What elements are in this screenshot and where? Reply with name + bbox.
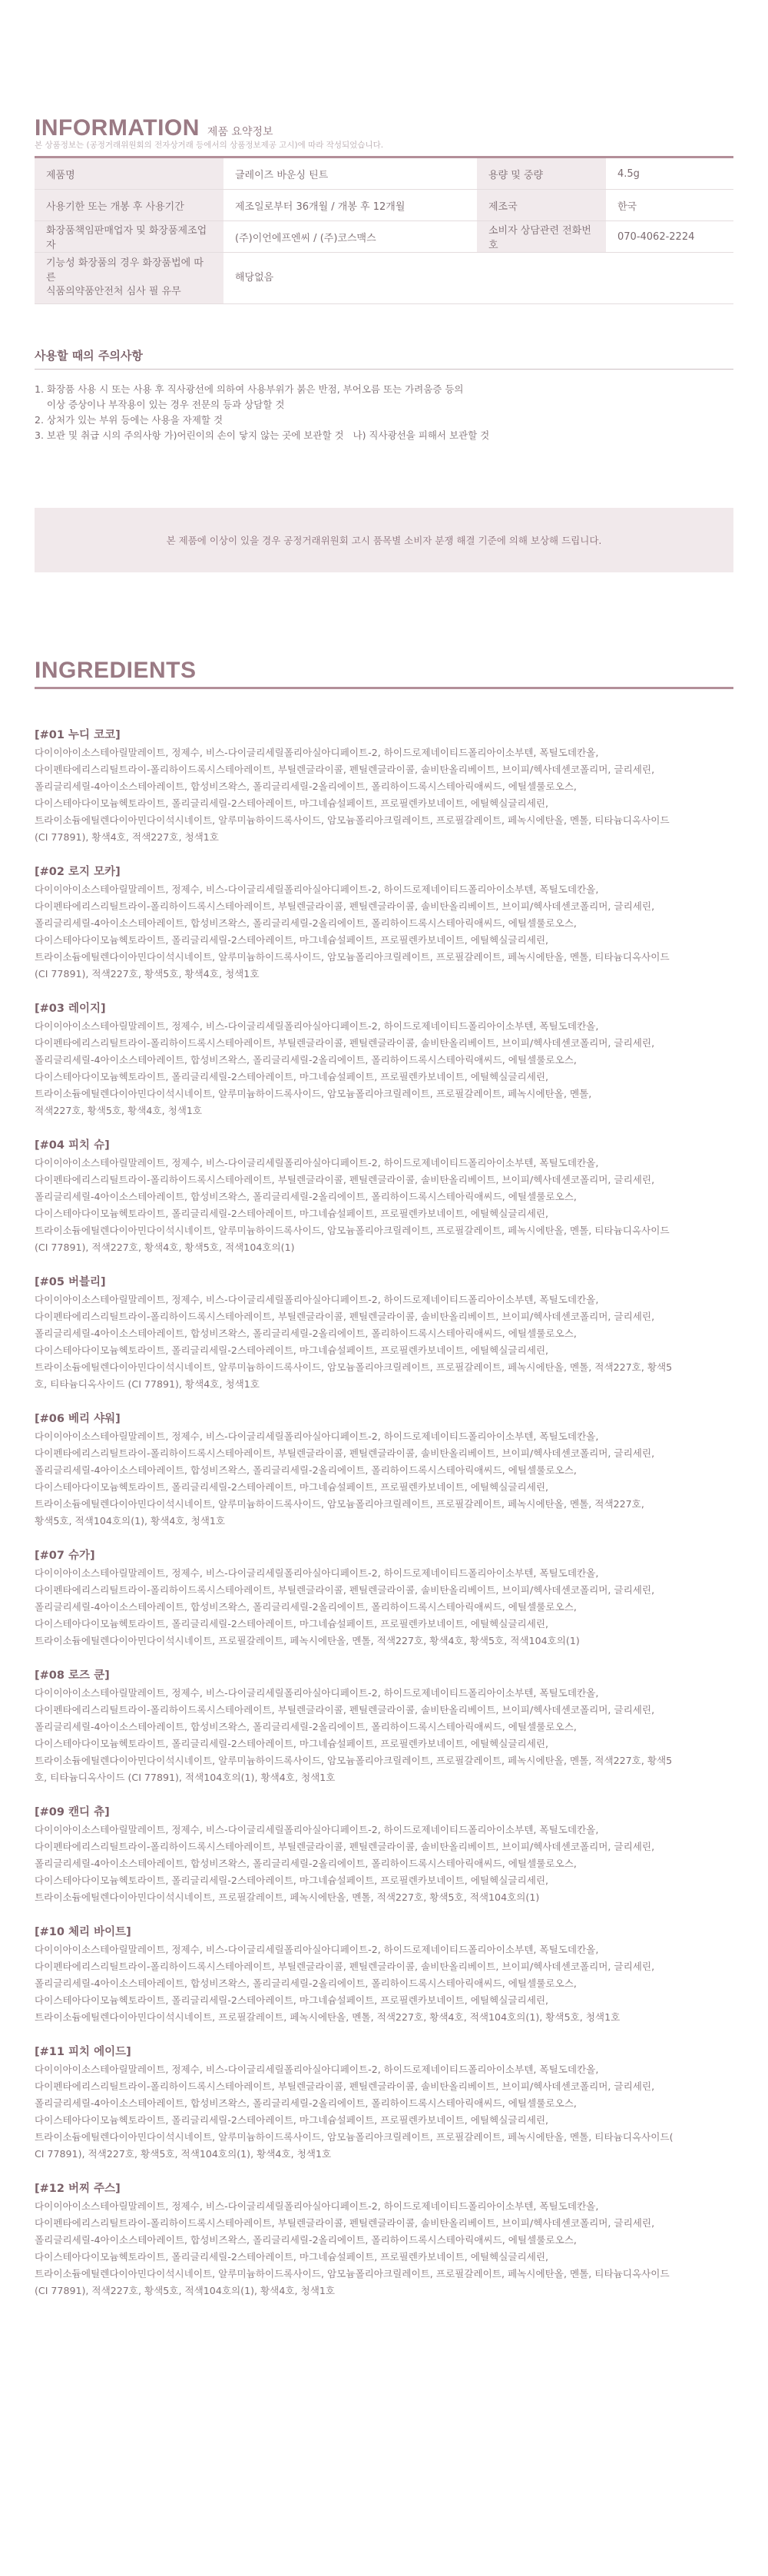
ingredient-line: 다이스테아다이모늄헥토라이트, 폴리글리세릴-2스테아레이트, 마그네슘설페이트, 프로필렌카보네이트, 에틸헥실글리세린, bbox=[35, 2114, 549, 2126]
table-row bbox=[35, 221, 733, 253]
ingredient-text bbox=[35, 1018, 737, 1119]
ingredient-item bbox=[35, 2043, 737, 2163]
label-product-name: 제품명 bbox=[35, 158, 223, 190]
value-functional: 해당없음 bbox=[223, 253, 733, 304]
ingredient-line: 다이펜타에리스리틸트라이-폴리하이드록시스테아레이트, 부틸렌글라이콜, 펜틸렌글라이콜, 솔비탄올리베이트, 브이피/헥사데센코폴리머, 글리세린, bbox=[35, 1447, 655, 1459]
ingredient-shade-name: [#05 버블리] bbox=[35, 1276, 106, 1288]
ingredient-shade-name: [#10 체리 바이트] bbox=[35, 1926, 131, 1938]
caution-list bbox=[35, 382, 726, 443]
ingredient-text bbox=[35, 1428, 737, 1530]
ingredient-line: 다이펜타에리스리틸트라이-폴리하이드록시스테아레이트, 부틸렌글라이콜, 펜틸렌글라이콜, 솔비탄올리베이트, 브이피/헥사데센코폴리머, 글리세린, bbox=[35, 1174, 655, 1185]
value-product-name: 글레이즈 바운싱 틴트 bbox=[223, 158, 477, 190]
ingredient-line: 폴리글리세릴-4아이소스테아레이트, 합성비즈왁스, 폴리글리세릴-2올리에이트, 폴리하이드록시스테아릭애씨드, 에틸셀룰로오스, bbox=[35, 1978, 577, 1989]
ingredient-text bbox=[35, 744, 737, 846]
label-capacity: 용량 및 중량 bbox=[477, 158, 606, 190]
ingredient-line: 폴리글리세릴-4아이소스테아레이트, 합성비즈왁스, 폴리글리세릴-2올리에이트, 폴리하이드록시스테아릭애씨드, 에틸셀룰로오스, bbox=[35, 2234, 577, 2246]
ingredient-line: 다이스테아다이모늄헥토라이트, 폴리글리세릴-2스테아레이트, 마그네슘설페이트, 프로필렌카보네이트, 에틸헥실글리세린, bbox=[35, 1875, 549, 1886]
ingredient-text bbox=[35, 1685, 737, 1786]
ingredient-item bbox=[35, 863, 737, 983]
ingredients-divider bbox=[35, 687, 733, 689]
ingredient-line: 다이스테아다이모늄헥토라이트, 폴리글리세릴-2스테아레이트, 마그네슘설페이트, 프로필렌카보네이트, 에틸헥실글리세린, bbox=[35, 1481, 549, 1493]
ingredient-line: 호, 티타늄디옥사이드 (CI 77891), 황색4호, 청색1호 bbox=[35, 1378, 260, 1390]
ingredient-shade-name: [#01 누디 코코] bbox=[35, 729, 121, 741]
ingredient-shade-name: [#09 캔디 츄] bbox=[35, 1806, 110, 1818]
ingredient-line: 다이이아이소스테아릴말레이트, 정제수, 비스-다이글리세릴폴리아실아디페이트-2, 하이드로제네이티드폴리아이소부텐, 폭틸도데칸올, bbox=[35, 1687, 599, 1699]
ingredient-line: 다이스테아다이모늄헥토라이트, 폴리글리세릴-2스테아레이트, 마그네슘설페이트, 프로필렌카보네이트, 에틸헥실글리세린, bbox=[35, 797, 549, 809]
ingredient-line: 트라이소듐에틸렌다이아민다이석시네이트, 알루미늄하이드록사이드, 암모늄폴리아크릴레이트, 프로필갈레이트, 페녹시에탄올, 멘톨, 티타늄디옥사이드 bbox=[35, 951, 670, 963]
ingredient-line: 다이이아이소스테아릴말레이트, 정제수, 비스-다이글리세릴폴리아실아디페이트-2, 하이드로제네이티드폴리아이소부텐, 폭틸도데칸올, bbox=[35, 1294, 599, 1305]
ingredient-item bbox=[35, 1923, 737, 2026]
ingredient-line: 다이이아이소스테아릴말레이트, 정제수, 비스-다이글리세릴폴리아실아디페이트-2, 하이드로제네이티드폴리아이소부텐, 폭틸도데칸올, bbox=[35, 1567, 599, 1579]
value-capacity: 4.5g bbox=[606, 158, 733, 190]
ingredient-line: 다이펜타에리스리틸트라이-폴리하이드록시스테아레이트, 부틸렌글라이콜, 펜틸렌글라이콜, 솔비탄올리베이트, 브이피/헥사데센코폴리머, 글리세린, bbox=[35, 1584, 655, 1596]
ingredient-line: 다이이아이소스테아릴말레이트, 정제수, 비스-다이글리세릴폴리아실아디페이트-2, 하이드로제네이티드폴리아이소부텐, 폭틸도데칸올, bbox=[35, 1020, 599, 1032]
ingredient-line: 폴리글리세릴-4아이소스테아레이트, 합성비즈왁스, 폴리글리세릴-2올리에이트, 폴리하이드록시스테아릭애씨드, 에틸셀룰로오스, bbox=[35, 1464, 577, 1476]
ingredient-line: (CI 77891), 적색227호, 황색5호, 황색4호, 청색1호 bbox=[35, 968, 260, 980]
ingredient-line: 다이이아이소스테아릴말레이트, 정제수, 비스-다이글리세릴폴리아실아디페이트-2, 하이드로제네이티드폴리아이소부텐, 폭틸도데칸올, bbox=[35, 747, 599, 758]
ingredient-line: 적색227호, 황색5호, 황색4호, 청색1호 bbox=[35, 1105, 203, 1116]
ingredient-item bbox=[35, 1000, 737, 1119]
ingredient-line: 다이펜타에리스리틸트라이-폴리하이드록시스테아레이트, 부틸렌글라이콜, 펜틸렌글라이콜, 솔비탄올리베이트, 브이피/헥사데센코폴리머, 글리세린, bbox=[35, 2080, 655, 2092]
ingredient-line: 트라이소듐에틸렌다이아민다이석시네이트, 알루미늄하이드록사이드, 암모늄폴리아크릴레이트, 프로필갈레이트, 페녹시에탄올, 멘톨, 적색227호, 황색5 bbox=[35, 1361, 673, 1373]
ingredient-line: 폴리글리세릴-4아이소스테아레이트, 합성비즈왁스, 폴리글리세릴-2올리에이트, 폴리하이드록시스테아릭애씨드, 에틸셀룰로오스, bbox=[35, 917, 577, 929]
ingredient-shade-name: [#03 레이지] bbox=[35, 1003, 106, 1015]
ingredient-line: 다이펜타에리스리틸트라이-폴리하이드록시스테아레이트, 부틸렌글라이콜, 펜틸렌글라이콜, 솔비탄올리베이트, 브이피/헥사데센코폴리머, 글리세린, bbox=[35, 1961, 655, 1972]
ingredient-item bbox=[35, 2180, 737, 2299]
ingredient-line: 트라이소듐에틸렌다이아민다이석시네이트, 알루미늄하이드록사이드, 암모늄폴리아크릴레이트, 프로필갈레이트, 페녹시에탄올, 멘톨, 적색227호, 황색5 bbox=[35, 1755, 673, 1766]
ingredient-line: 폴리글리세릴-4아이소스테아레이트, 합성비즈왁스, 폴리글리세릴-2올리에이트, 폴리하이드록시스테아릭애씨드, 에틸셀룰로오스, bbox=[35, 2097, 577, 2109]
ingredient-line: 다이펜타에리스리틸트라이-폴리하이드록시스테아레이트, 부틸렌글라이콜, 펜틸렌글라이콜, 솔비탄올리베이트, 브이피/헥사데센코폴리머, 글리세린, bbox=[35, 764, 655, 775]
ingredient-line: 다이스테아다이모늄헥토라이트, 폴리글리세릴-2스테아레이트, 마그네슘설페이트, 프로필렌카보네이트, 에틸헥실글리세린, bbox=[35, 1994, 549, 2006]
ingredient-text bbox=[35, 1565, 737, 1649]
caution-line: 3. 보관 및 취급 시의 주의사항 가)어린이의 손이 닿지 않는 곳에 보관할 것 나) 직사광선을 피해서 보관할 것 bbox=[35, 429, 490, 441]
table-row bbox=[35, 190, 733, 221]
ingredients-title: INGREDIENTS bbox=[35, 658, 197, 683]
ingredient-text bbox=[35, 1155, 737, 1256]
ingredient-shade-name: [#04 피치 슈] bbox=[35, 1139, 110, 1152]
ingredient-line: 폴리글리세릴-4아이소스테아레이트, 합성비즈왁스, 폴리글리세릴-2올리에이트, 폴리하이드록시스테아릭애씨드, 에틸셀룰로오스, bbox=[35, 1601, 577, 1613]
ingredient-line: 다이펜타에리스리틸트라이-폴리하이드록시스테아레이트, 부틸렌글라이콜, 펜틸렌글라이콜, 솔비탄올리베이트, 브이피/헥사데센코폴리머, 글리세린, bbox=[35, 1841, 655, 1852]
label-functional-line2: 식품의약품안전처 심사 필 유무 bbox=[46, 286, 181, 298]
ingredient-line: 트라이소듐에틸렌다이아민다이석시네이트, 알루미늄하이드록사이드, 암모늄폴리아크릴레이트, 프로필갈레이트, 페녹시에탄올, 멘톨, 티타늄디옥사이드 bbox=[35, 1225, 670, 1236]
ingredient-line: 트라이소듐에틸렌다이아민다이석시네이트, 프로필갈레이트, 페녹시에탄올, 멘톨, 적색227호, 황색4호, 적색104호의(1), 황색5호, 청색1호 bbox=[35, 2011, 621, 2023]
ingredient-text bbox=[35, 2061, 737, 2163]
ingredient-item bbox=[35, 1410, 737, 1530]
compensation-notice: 본 제품에 이상이 있을 경우 공정거래위원회 고시 품목별 소비자 분쟁 해결 기준에 의해 보상해 드립니다. bbox=[35, 508, 733, 572]
ingredient-text bbox=[35, 2198, 737, 2299]
ingredient-line: (CI 77891), 적색227호, 황색5호, 적색104호의(1), 황색4호, 청색1호 bbox=[35, 2285, 336, 2296]
ingredient-line: 다이이아이소스테아릴말레이트, 정제수, 비스-다이글리세릴폴리아실아디페이트-2, 하이드로제네이티드폴리아이소부텐, 폭틸도데칸올, bbox=[35, 1431, 599, 1442]
ingredient-line: 다이스테아다이모늄헥토라이트, 폴리글리세릴-2스테아레이트, 마그네슘설페이트, 프로필렌카보네이트, 에틸헥실글리세린, bbox=[35, 1618, 549, 1629]
ingredient-line: 다이스테아다이모늄헥토라이트, 폴리글리세릴-2스테아레이트, 마그네슘설페이트, 프로필렌카보네이트, 에틸헥실글리세린, bbox=[35, 2251, 549, 2263]
ingredient-line: 다이스테아다이모늄헥토라이트, 폴리글리세릴-2스테아레이트, 마그네슘설페이트, 프로필렌카보네이트, 에틸헥실글리세린, bbox=[35, 1344, 549, 1356]
label-manufacturer: 화장품책임판매업자 및 화장품제조업자 bbox=[35, 221, 223, 253]
caution-divider bbox=[35, 369, 733, 370]
label-functional-line1: 기능성 화장품의 경우 화장품법에 따른 bbox=[46, 257, 204, 283]
ingredient-line: 폴리글리세릴-4아이소스테아레이트, 합성비즈왁스, 폴리글리세릴-2올리에이트, 폴리하이드록시스테아릭애씨드, 에틸셀룰로오스, bbox=[35, 1191, 577, 1202]
ingredient-shade-name: [#12 버찌 주스] bbox=[35, 2183, 121, 2195]
ingredient-line: 트라이소듐에틸렌다이아민다이석시네이트, 프로필갈레이트, 페녹시에탄올, 멘톨, 적색227호, 황색5호, 적색104호의(1) bbox=[35, 1891, 540, 1903]
ingredient-line: 다이스테아다이모늄헥토라이트, 폴리글리세릴-2스테아레이트, 마그네슘설페이트, 프로필렌카보네이트, 에틸헥실글리세린, bbox=[35, 1208, 549, 1219]
ingredient-line: 다이펜타에리스리틸트라이-폴리하이드록시스테아레이트, 부틸렌글라이콜, 펜틸렌글라이콜, 솔비탄올리베이트, 브이피/헥사데센코폴리머, 글리세린, bbox=[35, 1704, 655, 1716]
caution-line: 이상 증상이나 부작용이 있는 경우 전문의 등과 상담할 것 bbox=[35, 399, 285, 410]
ingredient-item bbox=[35, 1666, 737, 1786]
table-row bbox=[35, 158, 733, 190]
label-expiry: 사용기한 또는 개봉 후 사용기간 bbox=[35, 190, 223, 221]
ingredient-shade-name: [#06 베리 샤워] bbox=[35, 1413, 121, 1425]
ingredient-line: 폴리글리세릴-4아이소스테아레이트, 합성비즈왁스, 폴리글리세릴-2올리에이트, 폴리하이드록시스테아릭애씨드, 에틸셀룰로오스, bbox=[35, 1054, 577, 1066]
label-phone: 소비자 상담관련 전화번호 bbox=[477, 221, 606, 253]
ingredient-line: 트라이소듐에틸렌다이아민다이석시네이트, 프로필갈레이트, 페녹시에탄올, 멘톨, 적색227호, 황색4호, 황색5호, 적색104호의(1) bbox=[35, 1635, 580, 1646]
ingredient-item bbox=[35, 1803, 737, 1906]
caution-line: 2. 상처가 있는 부위 등에는 사용을 자제할 것 bbox=[35, 414, 223, 426]
value-origin: 한국 bbox=[606, 190, 733, 221]
ingredient-line: 다이펜타에리스리틸트라이-폴리하이드록시스테아레이트, 부틸렌글라이콜, 펜틸렌글라이콜, 솔비탄올리베이트, 브이피/헥사데센코폴리머, 글리세린, bbox=[35, 900, 655, 912]
ingredient-shade-name: [#08 로즈 쿤] bbox=[35, 1669, 110, 1682]
table-row bbox=[35, 253, 733, 304]
ingredient-line: (CI 77891), 적색227호, 황색4호, 황색5호, 적색104호의(1) bbox=[35, 1242, 295, 1253]
ingredient-line: 폴리글리세릴-4아이소스테아레이트, 합성비즈왁스, 폴리글리세릴-2올리에이트, 폴리하이드록시스테아릭애씨드, 에틸셀룰로오스, bbox=[35, 1858, 577, 1869]
ingredients-list bbox=[35, 726, 737, 2316]
ingredient-line: 다이스테아다이모늄헥토라이트, 폴리글리세릴-2스테아레이트, 마그네슘설페이트, 프로필렌카보네이트, 에틸헥실글리세린, bbox=[35, 1071, 549, 1082]
ingredient-line: 다이펜타에리스리틸트라이-폴리하이드록시스테아레이트, 부틸렌글라이콜, 펜틸렌글라이콜, 솔비탄올리베이트, 브이피/헥사데센코폴리머, 글리세린, bbox=[35, 1037, 655, 1049]
ingredient-text bbox=[35, 1822, 737, 1906]
ingredient-line: 트라이소듐에틸렌다이아민다이석시네이트, 알루미늄하이드록사이드, 암모늄폴리아크릴레이트, 프로필갈레이트, 페녹시에탄올, 멘톨, 티타늄디옥사이드 bbox=[35, 814, 670, 826]
ingredient-line: 폴리글리세릴-4아이소스테아레이트, 합성비즈왁스, 폴리글리세릴-2올리에이트, 폴리하이드록시스테아릭애씨드, 에틸셀룰로오스, bbox=[35, 781, 577, 792]
value-expiry: 제조일로부터 36개월 / 개봉 후 12개월 bbox=[223, 190, 477, 221]
information-note: 본 상품정보는 (공정거래위원회의 전자상거래 등에서의 상품정보제공 고시)에 따라 작성되었습니다. bbox=[35, 141, 384, 150]
label-functional bbox=[35, 253, 223, 304]
ingredient-line: 다이이아이소스테아릴말레이트, 정제수, 비스-다이글리세릴폴리아실아디페이트-2, 하이드로제네이티드폴리아이소부텐, 폭틸도데칸올, bbox=[35, 1824, 599, 1835]
ingredient-item bbox=[35, 1136, 737, 1256]
information-title: INFORMATION bbox=[35, 115, 200, 141]
ingredient-line: CI 77891), 적색227호, 황색5호, 적색104호의(1), 황색4호, 청색1호 bbox=[35, 2148, 332, 2160]
ingredient-line: 다이이아이소스테아릴말레이트, 정제수, 비스-다이글리세릴폴리아실아디페이트-2, 하이드로제네이티드폴리아이소부텐, 폭틸도데칸올, bbox=[35, 884, 599, 895]
ingredient-line: 트라이소듐에틸렌다이아민다이석시네이트, 알루미늄하이드록사이드, 암모늄폴리아크릴레이트, 프로필갈레이트, 페녹시에탄올, 멘톨, bbox=[35, 1088, 592, 1099]
ingredient-line: 다이펜타에리스리틸트라이-폴리하이드록시스테아레이트, 부틸렌글라이콜, 펜틸렌글라이콜, 솔비탄올리베이트, 브이피/헥사데센코폴리머, 글리세린, bbox=[35, 1311, 655, 1322]
ingredient-line: 다이이아이소스테아릴말레이트, 정제수, 비스-다이글리세릴폴리아실아디페이트-2, 하이드로제네이티드폴리아이소부텐, 폭틸도데칸올, bbox=[35, 2064, 599, 2075]
caution-title: 사용할 때의 주의사항 bbox=[35, 349, 143, 363]
ingredient-item bbox=[35, 1273, 737, 1393]
value-manufacturer: (주)이언에프엔씨 / (주)코스맥스 bbox=[223, 221, 477, 253]
ingredient-line: 황색5호, 적색104호의(1), 황색4호, 청색1호 bbox=[35, 1515, 226, 1527]
ingredient-line: 다이스테아다이모늄헥토라이트, 폴리글리세릴-2스테아레이트, 마그네슘설페이트, 프로필렌카보네이트, 에틸헥실글리세린, bbox=[35, 1738, 549, 1749]
ingredient-shade-name: [#11 피치 에이드] bbox=[35, 2046, 131, 2058]
ingredient-line: 다이펜타에리스리틸트라이-폴리하이드록시스테아레이트, 부틸렌글라이콜, 펜틸렌글라이콜, 솔비탄올리베이트, 브이피/헥사데센코폴리머, 글리세린, bbox=[35, 2217, 655, 2229]
ingredient-shade-name: [#02 로지 모카] bbox=[35, 866, 121, 878]
ingredient-line: 다이스테아다이모늄헥토라이트, 폴리글리세릴-2스테아레이트, 마그네슘설페이트, 프로필렌카보네이트, 에틸헥실글리세린, bbox=[35, 934, 549, 946]
ingredient-line: 트라이소듐에틸렌다이아민다이석시네이트, 알루미늄하이드록사이드, 암모늄폴리아크릴레이트, 프로필갈레이트, 페녹시에탄올, 멘톨, 적색227호, bbox=[35, 1498, 644, 1510]
ingredient-line: 트라이소듐에틸렌다이아민다이석시네이트, 알루미늄하이드록사이드, 암모늄폴리아크릴레이트, 프로필갈레이트, 페녹시에탄올, 멘톨, 티타늄디옥사이드 bbox=[35, 2268, 670, 2279]
product-info-table bbox=[35, 158, 733, 304]
ingredient-text bbox=[35, 881, 737, 983]
caution-line: 1. 화장품 사용 시 또는 사용 후 직사광선에 의하여 사용부위가 붉은 반점, 부어오름 또는 가려움증 등의 bbox=[35, 383, 464, 395]
information-subtitle: 제품 요약정보 bbox=[207, 126, 273, 138]
ingredient-line: 다이이아이소스테아릴말레이트, 정제수, 비스-다이글리세릴폴리아실아디페이트-2, 하이드로제네이티드폴리아이소부텐, 폭틸도데칸올, bbox=[35, 1157, 599, 1169]
ingredient-line: 폴리글리세릴-4아이소스테아레이트, 합성비즈왁스, 폴리글리세릴-2올리에이트, 폴리하이드록시스테아릭애씨드, 에틸셀룰로오스, bbox=[35, 1721, 577, 1732]
ingredient-line: 폴리글리세릴-4아이소스테아레이트, 합성비즈왁스, 폴리글리세릴-2올리에이트, 폴리하이드록시스테아릭애씨드, 에틸셀룰로오스, bbox=[35, 1328, 577, 1339]
value-phone: 070-4062-2224 bbox=[606, 221, 733, 253]
ingredient-line: 다이이아이소스테아릴말레이트, 정제수, 비스-다이글리세릴폴리아실아디페이트-2, 하이드로제네이티드폴리아이소부텐, 폭틸도데칸올, bbox=[35, 1944, 599, 1955]
ingredient-line: (CI 77891), 황색4호, 적색227호, 청색1호 bbox=[35, 831, 219, 843]
ingredient-line: 다이이아이소스테아릴말레이트, 정제수, 비스-다이글리세릴폴리아실아디페이트-2, 하이드로제네이티드폴리아이소부텐, 폭틸도데칸올, bbox=[35, 2200, 599, 2212]
ingredient-line: 트라이소듐에틸렌다이아민다이석시네이트, 알루미늄하이드록사이드, 암모늄폴리아크릴레이트, 프로필갈레이트, 페녹시에탄올, 멘톨, 티타늄디옥사이드( bbox=[35, 2131, 674, 2143]
ingredient-shade-name: [#07 슈가] bbox=[35, 1550, 95, 1562]
information-header bbox=[35, 115, 273, 141]
ingredient-line: 호, 티타늄디옥사이드 (CI 77891), 적색104호의(1), 황색4호, 청색1호 bbox=[35, 1772, 336, 1783]
ingredient-text bbox=[35, 1291, 737, 1393]
label-origin: 제조국 bbox=[477, 190, 606, 221]
ingredient-item bbox=[35, 1547, 737, 1649]
ingredient-item bbox=[35, 726, 737, 846]
ingredient-text bbox=[35, 1941, 737, 2026]
